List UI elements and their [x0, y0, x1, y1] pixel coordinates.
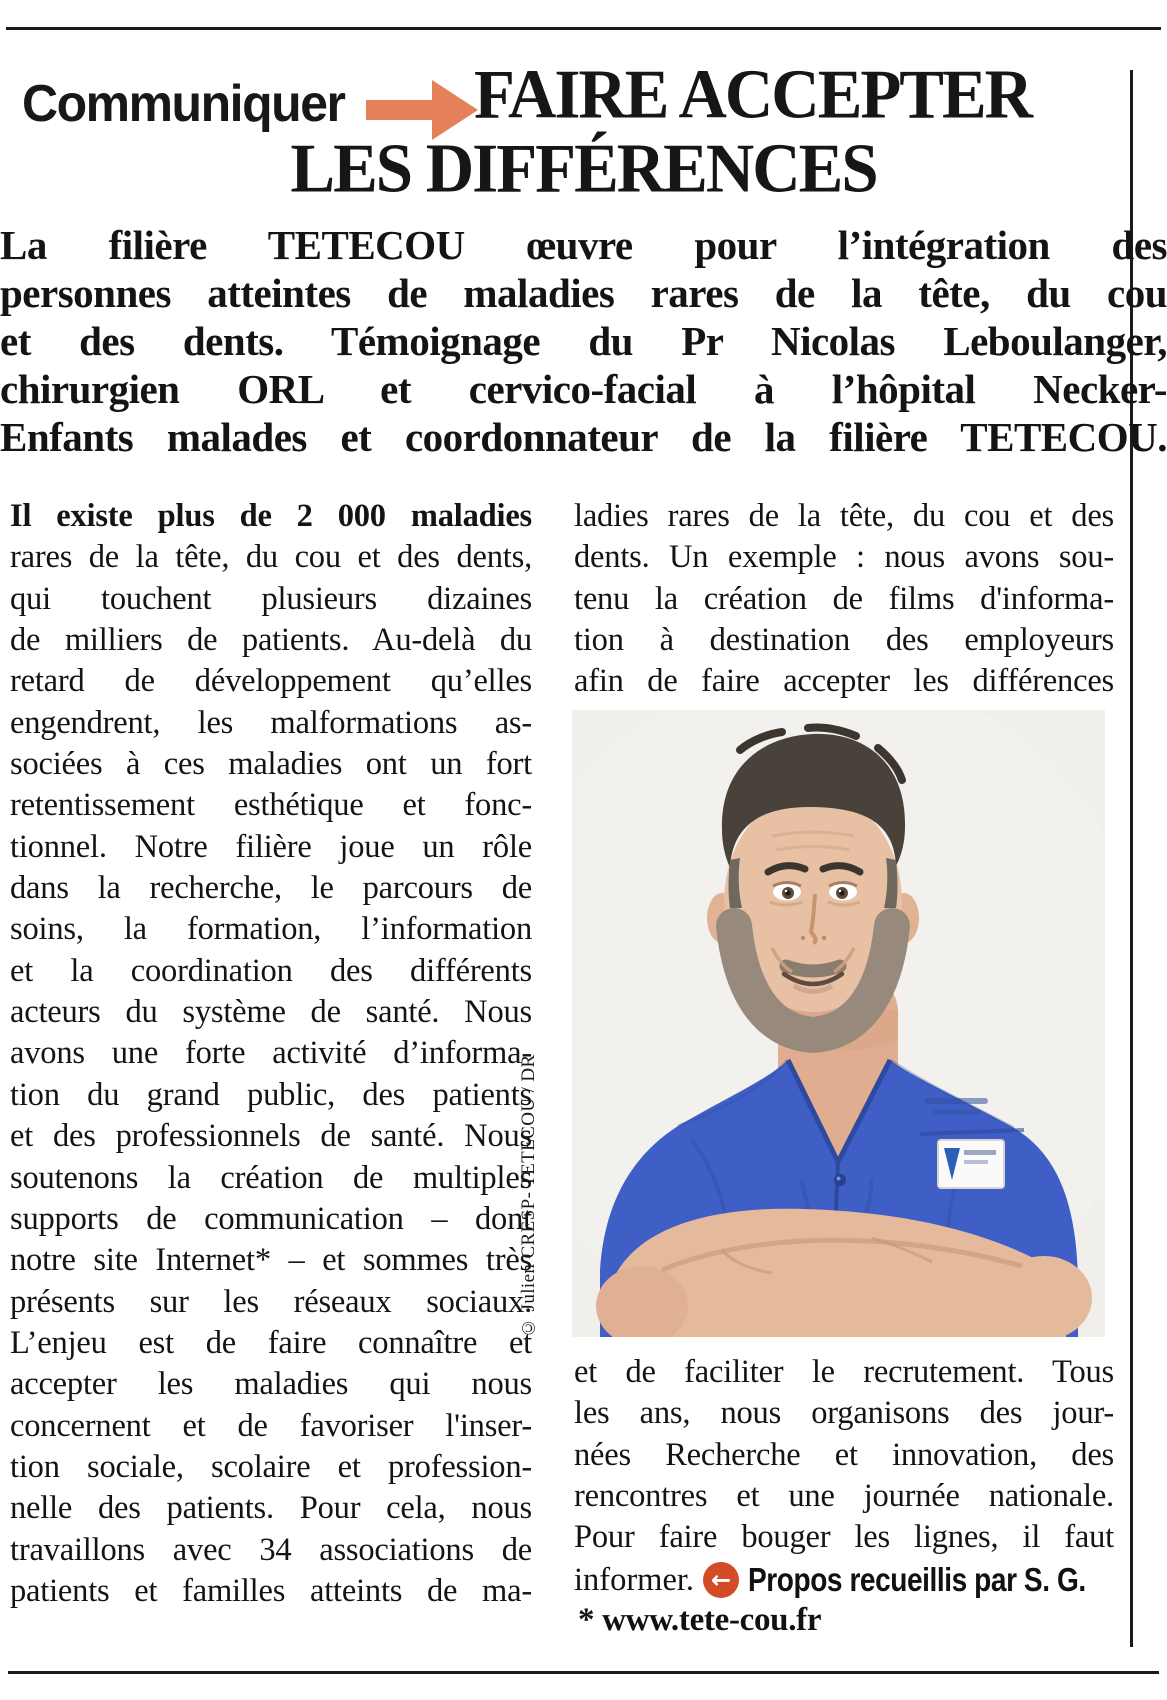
footnote-url: * www.tete-cou.fr — [578, 1602, 822, 1638]
text-line: acteurs du système de santé. Nous — [10, 994, 532, 1031]
body-column-2-bottom — [574, 1352, 1114, 1559]
text-line: patients et familles atteints de ma- — [10, 1572, 532, 1609]
bottom-rule — [8, 1671, 1159, 1674]
text-line: notre site Internet* – et sommes très — [10, 1242, 532, 1279]
text-line: tion à destination des employeurs — [574, 622, 1114, 659]
text-line: tenu la création de films d'informa- — [574, 580, 1114, 617]
page-title-line1: FAIRE ACCEPTER — [474, 55, 1032, 133]
text-line: retentissement esthétique et fonc- — [10, 787, 532, 824]
text-line: et des dents. Témoignage du Pr Nicolas Leboulanger, — [0, 318, 1167, 364]
closing-text: informer. — [574, 1562, 695, 1598]
text-line: dans la recherche, le parcours de — [10, 870, 532, 907]
text-line: soutenons la création de multiples — [10, 1159, 532, 1196]
text-line: personnes atteintes de maladies rares de la tête, du cou — [0, 270, 1167, 316]
text-line: qui touchent plusieurs dizaines — [10, 580, 532, 617]
text-line: afin de faire accepter les différences — [574, 663, 1114, 700]
text-line: présents sur les réseaux sociaux. — [10, 1283, 532, 1320]
text-line: rencontres et une journée nationale. — [574, 1478, 1114, 1515]
back-arrow-icon — [703, 1562, 739, 1598]
text-line: supports de communication – dont — [10, 1200, 532, 1237]
portrait-photo — [572, 710, 1105, 1337]
text-line: tion sociale, scolaire et profession- — [10, 1448, 532, 1485]
text-line: tionnel. Notre filière joue un rôle — [10, 828, 532, 865]
page-title-line2: LES DIFFÉRENCES — [290, 129, 877, 207]
photo-credit: © Julien CRESP- TETECOU / DR — [518, 1054, 539, 1338]
text-line: retard de développement qu’elles — [10, 663, 532, 700]
text-line: accepter les maladies qui nous — [10, 1366, 532, 1403]
text-line: soins, la formation, l’information — [10, 911, 532, 948]
text-line: les ans, nous organisons des jour- — [574, 1395, 1114, 1432]
text-line: de milliers de patients. Au-delà du — [10, 622, 532, 659]
byline: Propos recueillis par S. G. — [748, 1561, 1086, 1598]
section-kicker: Communiquer — [22, 75, 345, 133]
lede-paragraph — [0, 221, 1167, 461]
text-line: sociées à ces maladies ont un fort — [10, 746, 532, 783]
text-line: dents. Un exemple : nous avons sou- — [574, 539, 1114, 576]
text-line: La filière TETECOU œuvre pour l’intégration des — [0, 222, 1167, 268]
text-line: L’enjeu est de faire connaître et — [10, 1324, 532, 1361]
text-line: avons une forte activité d’informa- — [10, 1035, 532, 1072]
article-lead-in: Il existe plus de 2 000 maladies — [10, 498, 532, 534]
column-1-text — [10, 537, 532, 1612]
text-line: chirurgien ORL et cervico-facial à l’hôpital Necker- — [0, 366, 1167, 412]
text-line: Enfants malades et coordonnateur de la filière TETECOU. — [0, 414, 1167, 460]
text-line: rares de la tête, du cou et des dents, — [10, 539, 532, 576]
closing-line — [574, 1558, 1126, 1602]
body-column-1 — [10, 496, 532, 1612]
text-line: et la coordination des différents — [10, 952, 532, 989]
text-line: ladies rares de la tête, du cou et des — [574, 498, 1114, 534]
text-line: nelle des patients. Pour cela, nous — [10, 1490, 532, 1527]
top-rule — [6, 27, 1161, 30]
text-line: et de faciliter le recrutement. Tous — [574, 1354, 1114, 1390]
text-line: et des professionnels de santé. Nous — [10, 1118, 532, 1155]
text-line: travaillons avec 34 associations de — [10, 1531, 532, 1568]
text-line: nées Recherche et innovation, des — [574, 1436, 1114, 1473]
body-column-2-top — [574, 496, 1114, 703]
portrait-illustration — [572, 710, 1105, 1337]
text-line: concernent et de favoriser l'inser- — [10, 1407, 532, 1444]
text-line: Pour faire bouger les lignes, il faut — [574, 1519, 1114, 1556]
text-line: tion du grand public, des patients — [10, 1076, 532, 1113]
text-line: engendrent, les malformations as- — [10, 704, 532, 741]
